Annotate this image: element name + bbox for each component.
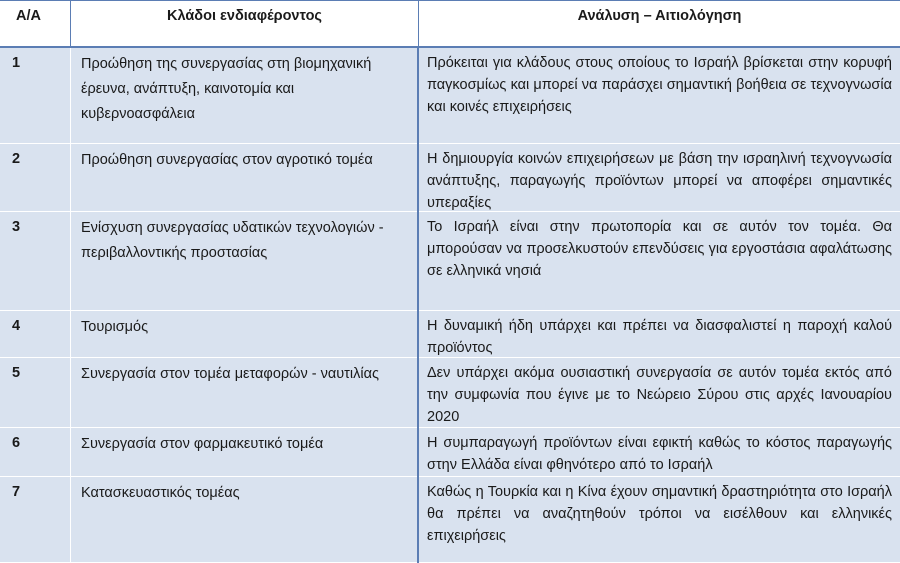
row-number: 2	[12, 151, 21, 167]
row-analysis: Η συμπαραγωγή προϊόντων είναι εφικτή καθώς το κόστος παραγωγής στην Ελλάδα είναι φθηνότερο από το Ισραήλ	[418, 428, 900, 476]
header-sector: Κλάδοι ενδιαφέροντος	[70, 1, 418, 46]
row-sector: Κατασκευαστικός τομέας	[70, 477, 418, 562]
row-number: 1	[12, 55, 21, 71]
column-divider	[417, 48, 419, 563]
row-number: 6	[12, 435, 21, 451]
row-analysis: Πρόκειται για κλάδους στους οποίους το Ισραήλ βρίσκεται στην κορυφή παγκοσμίως και μπορεί να παράσχει σημαντική βοήθεια σε τεχνογνωσία και κοινές επιχειρήσεις	[418, 48, 900, 143]
table-row	[0, 144, 900, 212]
row-number: 7	[12, 484, 21, 500]
table-row	[0, 477, 900, 563]
row-number: 5	[12, 365, 21, 381]
row-analysis: Η δημιουργία κοινών επιχειρήσεων με βάση την ισραηλινή τεχνογνωσία ανάπτυξης, παραγωγής προϊόντων μπορεί να αποφέρει σημαντικές υπεραξίες	[418, 144, 900, 211]
row-number: 3	[12, 219, 21, 235]
table-row	[0, 428, 900, 477]
row-analysis: Η δυναμική ήδη υπάρχει και πρέπει να διασφαλιστεί η παροχή καλού προϊόντος	[418, 311, 900, 357]
table-row	[0, 358, 900, 428]
row-sector: Προώθηση συνεργασίας στον αγροτικό τομέα	[70, 144, 418, 211]
row-analysis: Δεν υπάρχει ακόμα ουσιαστική συνεργασία σε αυτόν τομέα εκτός από την συμφωνία που έγινε με το Νεώρειο Σύρου στις αρχές Ιανουαρίου 2020	[418, 358, 900, 427]
table-row	[0, 48, 900, 144]
row-number: 4	[12, 318, 21, 334]
table-header	[0, 0, 900, 48]
header-number: Α/Α	[16, 8, 41, 24]
row-analysis: Το Ισραήλ είναι στην πρωτοπορία και σε αυτόν τον τομέα. Θα μπορούσαν να προσελκυστούν επενδύσεις για εργοστάσια αφαλάτωσης σε ελληνικά νησιά	[418, 212, 900, 310]
row-sector: Ενίσχυση συνεργασίας υδατικών τεχνολογιών - περιβαλλοντικής προστασίας	[70, 212, 418, 310]
row-sector: Τουρισμός	[70, 311, 418, 357]
row-sector: Συνεργασία στον φαρμακευτικό τομέα	[70, 428, 418, 476]
row-sector: Προώθηση της συνεργασίας στη βιομηχανική έρευνα, ανάπτυξη, καινοτομία και κυβερνοασφάλεια	[70, 48, 418, 143]
table-row	[0, 311, 900, 358]
table-row	[0, 212, 900, 311]
row-analysis: Καθώς η Τουρκία και η Κίνα έχουν σημαντική δραστηριότητα στο Ισραήλ θα πρέπει να αναζητηθούν τρόποι να εισέλθουν και ελληνικές επιχειρήσεις	[418, 477, 900, 562]
row-sector: Συνεργασία στον τομέα μεταφορών - ναυτιλίας	[70, 358, 418, 427]
header-analysis: Ανάλυση – Αιτιολόγηση	[418, 1, 900, 46]
